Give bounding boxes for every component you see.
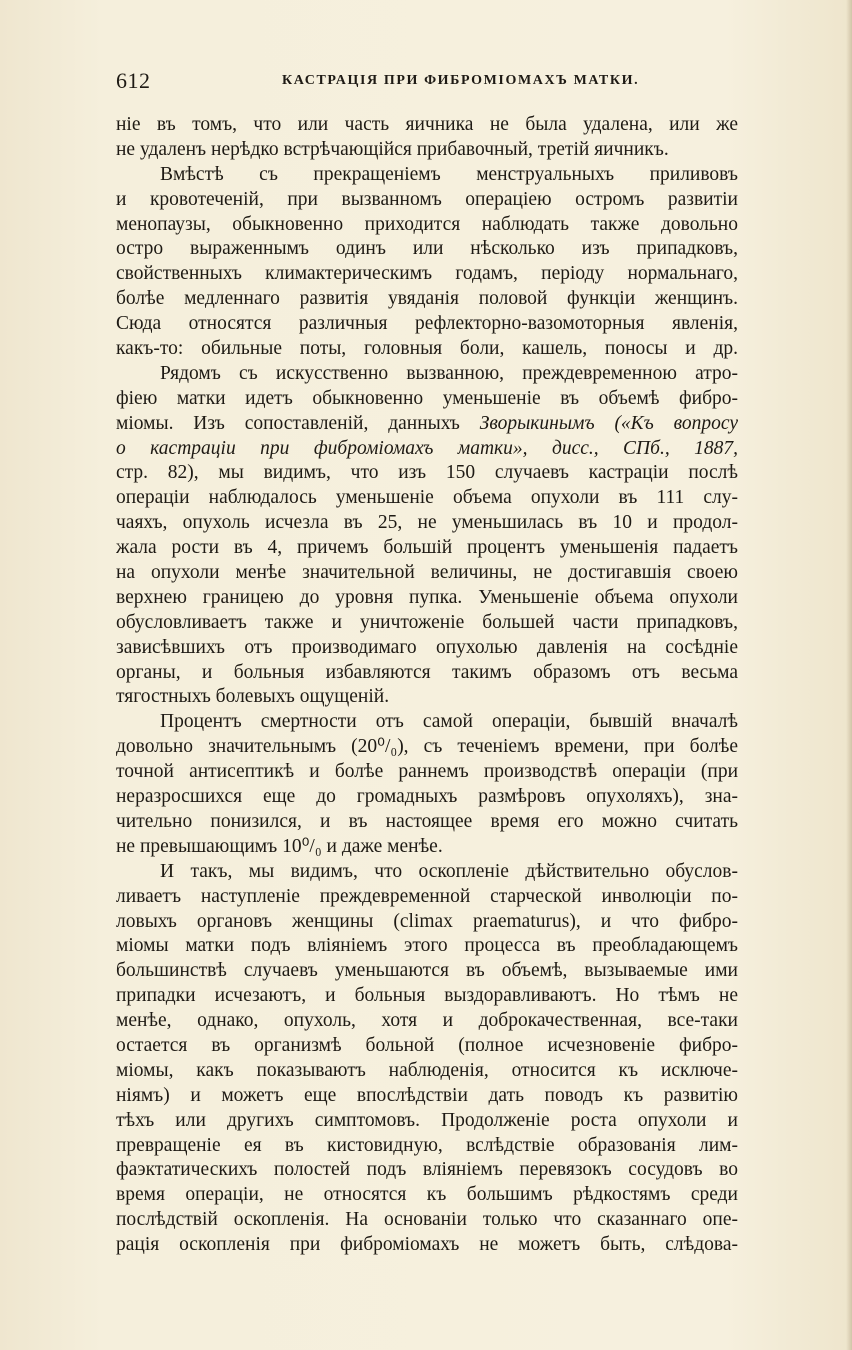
text-line: не удаленъ нерѣдко встрѣчающійся прибавочный, третій яичникъ. <box>116 138 669 160</box>
text-line: время операціи, не относятся къ большимъ рѣдкостямъ среди <box>116 1184 738 1206</box>
text-line: верхнею границею до уровня пупка. Уменьшеніе объема опухоли <box>116 586 738 608</box>
text-line: какъ-то: обильные поты, головныя боли, кашель, поносы и др. <box>116 338 738 360</box>
text-line: большинствѣ случаевъ уменьшаются въ объемѣ, вызываемые ими <box>116 960 738 982</box>
text-line: обусловливаетъ также и уничтоженіе большей части припадковъ, <box>116 611 738 633</box>
text-line: болѣе медленнаго развитія увяданія половой функціи женщинъ. <box>116 288 738 310</box>
text-line: фіею матки идетъ обыкновенно уменьшеніе въ объемѣ фибро- <box>116 387 738 409</box>
running-title: КАСТРАЦІЯ ПРИ ФИБРОМІОМАХЪ МАТКИ. <box>282 73 640 88</box>
citation-italic: о кастраціи при фиброміомахъ матки», дисс., СПб., 1887, <box>116 437 738 459</box>
text-line: остро выраженнымъ одинъ или нѣсколько изъ припадковъ, <box>116 238 738 260</box>
text-line-with-citation <box>116 412 738 437</box>
text-line: менопаузы, обыкновенно приходится наблюдать также довольно <box>116 213 738 235</box>
page-edge-shadow <box>846 0 852 1350</box>
text-line: ливаетъ наступленіе преждевременной старческой инволюціи по- <box>116 885 738 907</box>
text-line: ніе въ томъ, что или часть яичника не была удалена, или же <box>116 114 738 135</box>
page-number: 612 <box>116 68 151 93</box>
text-line: тягостныхъ болевыхъ ощущеній. <box>116 686 390 708</box>
text-line: припадки исчезаютъ, и больныя выздоравливаютъ. Но тѣмъ не <box>116 985 738 1007</box>
text-line: точной антисептикѣ и болѣе раннемъ производствѣ операціи (при <box>116 761 738 783</box>
text-line: тѣхъ или другихъ симптомовъ. Продолженіе роста опухоли и <box>116 1109 738 1131</box>
citation-italic: Зворыкинымъ («Къ вопросу <box>479 412 738 434</box>
text-line: міомы, какъ показываютъ наблюденія, относится къ исключе- <box>116 1059 738 1081</box>
text-line: менѣе, однако, опухоль, хотя и доброкачественная, все-таки <box>116 1010 738 1032</box>
text-line: чительно понизился, и въ настоящее время его можно считать <box>116 810 738 832</box>
text-line: Процентъ смертности отъ самой операціи, бывшій вначалѣ <box>160 711 738 733</box>
text-line: послѣдствій оскопленія. На основаніи только что сказаннаго опе- <box>116 1209 738 1231</box>
text-line: остается въ организмѣ больной (полное исчезновеніе фибро- <box>116 1034 738 1056</box>
text-line: неразросшихся еще до громадныхъ размѣровъ опухоляхъ), зна- <box>116 786 738 808</box>
text-line-citation <box>116 437 738 462</box>
text-line: довольно значительнымъ (20⁰/₀), съ теченіемъ времени, при болѣе <box>116 736 738 758</box>
body-text <box>116 113 738 1258</box>
text-line: Рядомъ съ искусственно вызванною, преждевременною атро- <box>160 362 738 384</box>
text-line: фаэктатическихъ полостей подъ вліяніемъ перевязокъ сосудовъ во <box>116 1159 738 1181</box>
text-line: Сюда относятся различныя рефлекторно-вазомоторныя явленія, <box>116 313 738 335</box>
text-line: И такъ, мы видимъ, что оскопленіе дѣйствительно обуслов- <box>160 860 738 882</box>
text-line: операціи наблюдалось уменьшеніе объема опухоли въ 111 слу- <box>116 487 738 509</box>
text-line: ловыхъ органовъ женщины (climax praematurus), и что фибро- <box>116 910 738 932</box>
text-line: рація оскопленія при фиброміомахъ не можетъ быть, слѣдова- <box>116 1234 738 1256</box>
text-line: стр. 82), мы видимъ, что изъ 150 случаевъ кастраціи послѣ <box>116 462 738 484</box>
text-line: жала рости въ 4, причемъ большій процентъ уменьшенія падаетъ <box>116 537 738 559</box>
page-header <box>116 68 738 102</box>
text-line: ніямъ) и можетъ еще впослѣдствіи дать поводъ къ развитію <box>116 1084 738 1106</box>
text-line: на опухоли менѣе значительной величины, не достигавшія своею <box>116 562 738 584</box>
text-run: міомы. Изъ сопоставленій, данныхъ <box>116 412 460 434</box>
text-line: не превышающимъ 10⁰/₀ и даже менѣе. <box>116 835 443 857</box>
text-line: Вмѣстѣ съ прекращеніемъ менструальныхъ приливовъ <box>160 163 738 185</box>
text-line: чаяхъ, опухоль исчезла въ 25, не уменьшилась въ 10 и продол- <box>116 512 738 534</box>
text-line: свойственныхъ климактерическимъ годамъ, періоду нормальнаго, <box>116 263 738 285</box>
text-line: превращеніе ея въ кистовидную, вслѣдствіе образованія лим- <box>116 1134 738 1156</box>
text-line: зависѣвшихъ отъ производимаго опухолью давленія на сосѣдніе <box>116 636 738 658</box>
text-line: и кровотеченій, при вызванномъ операціею остромъ развитіи <box>116 188 738 210</box>
text-line: органы, и больныя избавляются такимъ образомъ отъ весьма <box>116 661 738 683</box>
text-line: міомы матки подъ вліяніемъ этого процесса въ преобладающемъ <box>116 935 738 957</box>
